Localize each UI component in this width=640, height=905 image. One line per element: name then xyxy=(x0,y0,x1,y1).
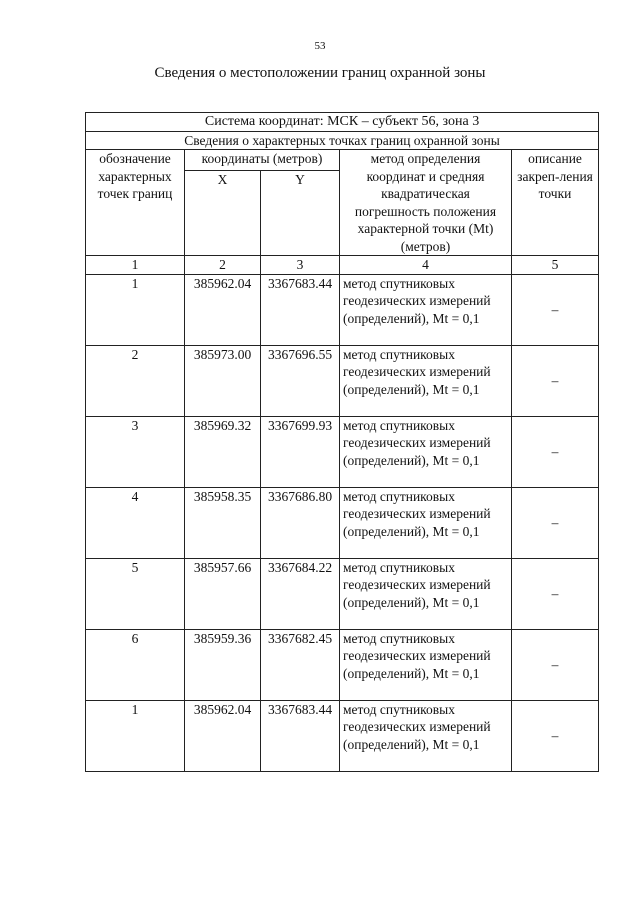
cell-y: 3367683.44 xyxy=(261,274,340,345)
cell-method: метод спутниковых геодезических измерений (определений), Mt = 0,1 xyxy=(340,416,512,487)
page-number: 53 xyxy=(314,40,326,52)
system-header-row xyxy=(86,113,599,132)
table-row xyxy=(86,345,599,416)
cell-method: метод спутниковых геодезических измерений (определений), Mt = 0,1 xyxy=(340,345,512,416)
cell-description: – xyxy=(512,629,599,700)
column-header-description: описание закреп-ления точки xyxy=(512,150,599,256)
table-row xyxy=(86,416,599,487)
column-header-coordinates: координаты (метров) xyxy=(185,150,340,171)
section-header-row xyxy=(86,131,599,150)
cell-x: 385958.35 xyxy=(185,487,261,558)
cell-method: метод спутниковых геодезических измерений (определений), Mt = 0,1 xyxy=(340,629,512,700)
cell-point: 3 xyxy=(86,416,185,487)
table-row xyxy=(86,629,599,700)
column-header-row xyxy=(86,150,599,171)
column-header-y: Y xyxy=(261,171,340,256)
column-index: 1 xyxy=(86,256,185,275)
cell-method: метод спутниковых геодезических измерений (определений), Mt = 0,1 xyxy=(340,487,512,558)
section-header: Сведения о характерных точках границ охранной зоны xyxy=(86,131,599,150)
column-index: 3 xyxy=(261,256,340,275)
cell-description: – xyxy=(512,487,599,558)
cell-description: – xyxy=(512,345,599,416)
cell-method: метод спутниковых геодезических измерений (определений), Mt = 0,1 xyxy=(340,274,512,345)
cell-point: 1 xyxy=(86,700,185,771)
cell-x: 385962.04 xyxy=(185,700,261,771)
cell-point: 2 xyxy=(86,345,185,416)
cell-x: 385959.36 xyxy=(185,629,261,700)
cell-method: метод спутниковых геодезических измерений (определений), Mt = 0,1 xyxy=(340,558,512,629)
cell-y: 3367686.80 xyxy=(261,487,340,558)
cell-method: метод спутниковых геодезических измерений (определений), Mt = 0,1 xyxy=(340,700,512,771)
column-index: 5 xyxy=(512,256,599,275)
cell-point: 4 xyxy=(86,487,185,558)
column-index-row xyxy=(86,256,599,275)
column-index: 2 xyxy=(185,256,261,275)
coordinate-system-header: Система координат: МСК – субъект 56, зона 3 xyxy=(86,113,599,132)
table-row xyxy=(86,700,599,771)
cell-y: 3367696.55 xyxy=(261,345,340,416)
cell-y: 3367682.45 xyxy=(261,629,340,700)
cell-point: 5 xyxy=(86,558,185,629)
table-row xyxy=(86,487,599,558)
cell-y: 3367683.44 xyxy=(261,700,340,771)
table-row xyxy=(86,274,599,345)
cell-x: 385973.00 xyxy=(185,345,261,416)
cell-point: 6 xyxy=(86,629,185,700)
cell-point: 1 xyxy=(86,274,185,345)
column-header-method: метод определения координат и средняя квадратическая погрешность положения характерной точки (Mt) (метров) xyxy=(340,150,512,256)
cell-x: 385969.32 xyxy=(185,416,261,487)
table-row xyxy=(86,558,599,629)
cell-x: 385962.04 xyxy=(185,274,261,345)
cell-description: – xyxy=(512,274,599,345)
cell-x: 385957.66 xyxy=(185,558,261,629)
cell-y: 3367684.22 xyxy=(261,558,340,629)
cell-description: – xyxy=(512,416,599,487)
cell-description: – xyxy=(512,700,599,771)
cell-y: 3367699.93 xyxy=(261,416,340,487)
column-index: 4 xyxy=(340,256,512,275)
document-title: Сведения о местоположении границ охранной зоны xyxy=(154,65,486,81)
column-header-x: X xyxy=(185,171,261,256)
column-header-point: обозначение характерных точек границ xyxy=(86,150,185,256)
boundary-points-table xyxy=(85,112,599,772)
cell-description: – xyxy=(512,558,599,629)
